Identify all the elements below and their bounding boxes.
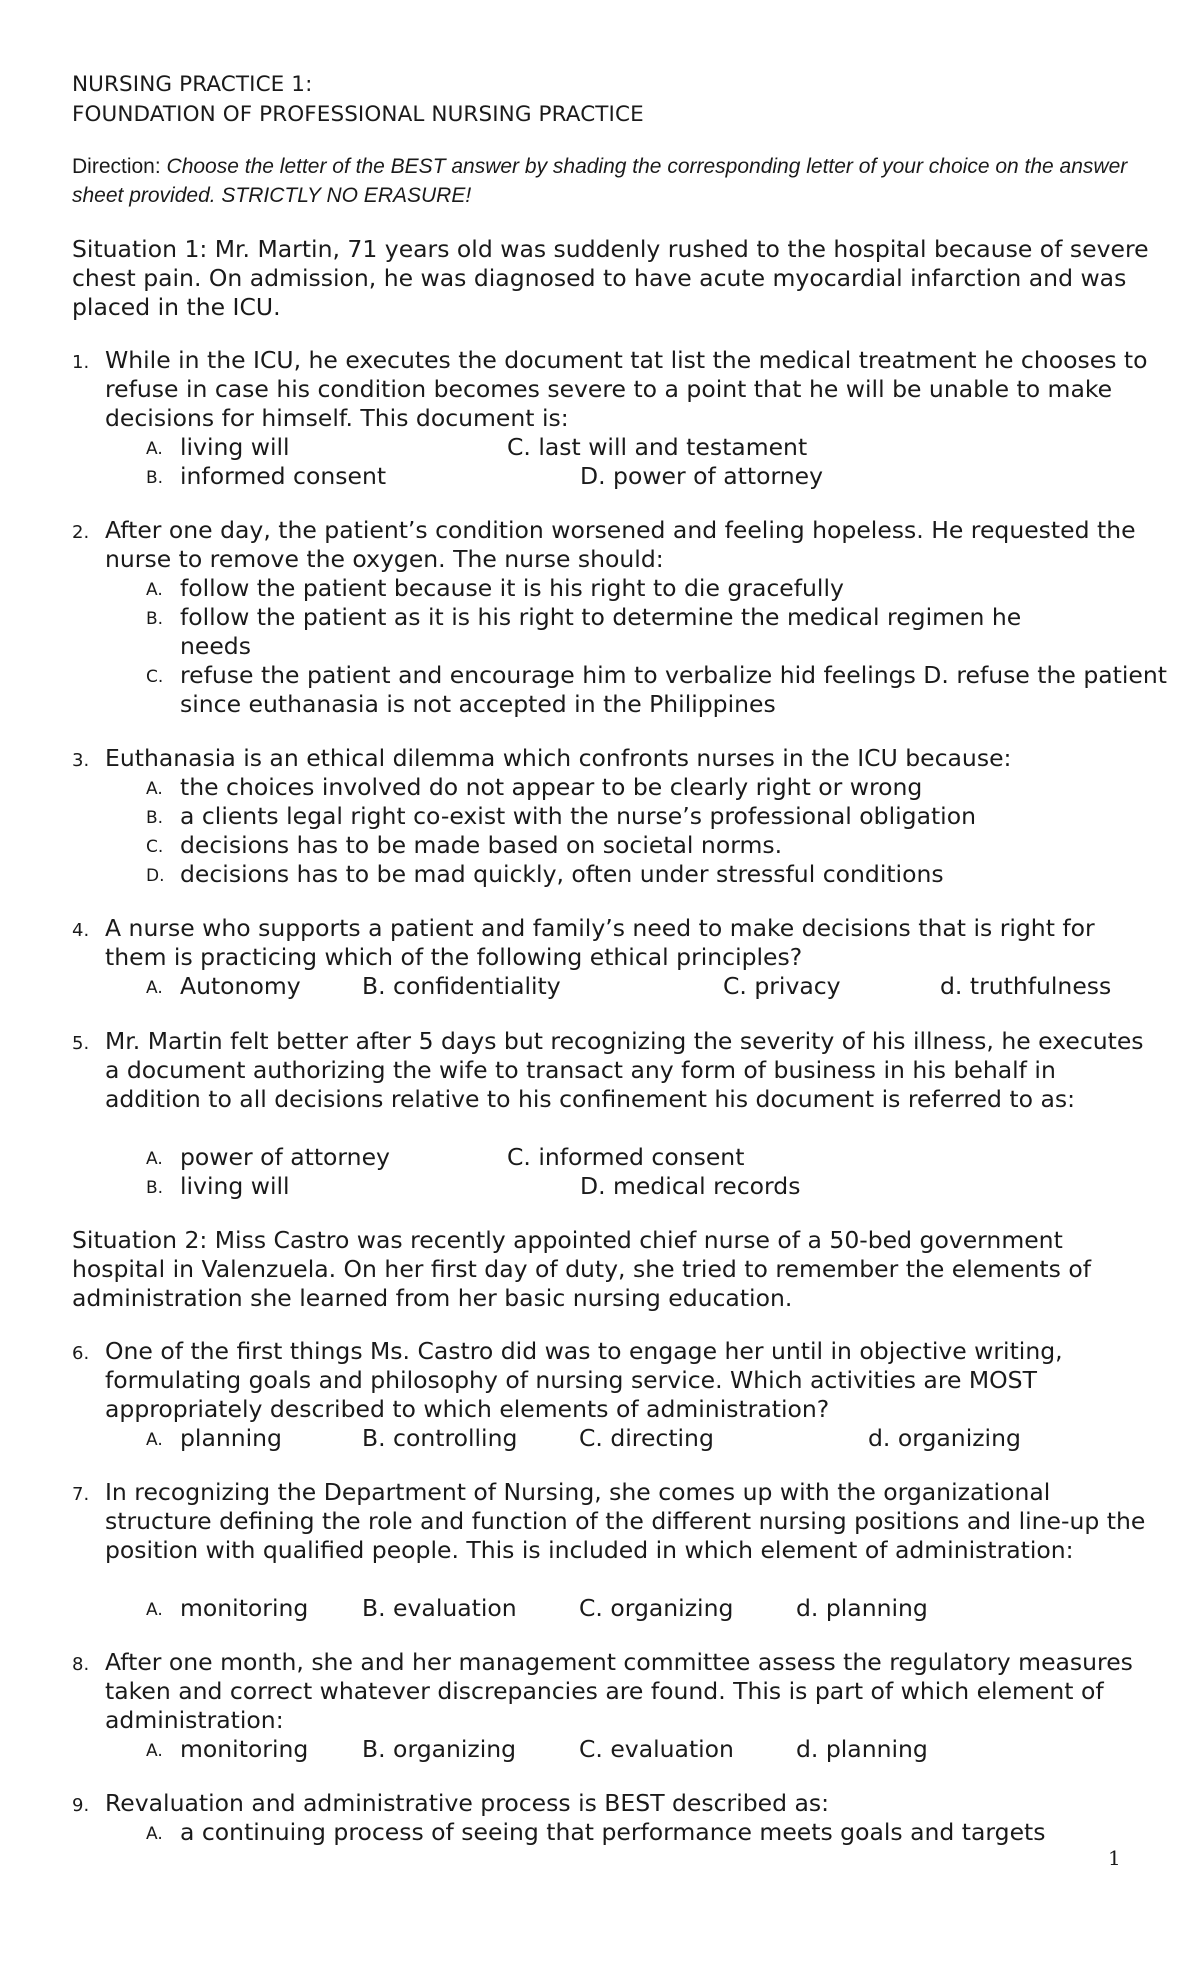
question-number: 4. (72, 920, 90, 941)
option-letter: D. (146, 866, 165, 886)
question-number: 8. (72, 1654, 90, 1675)
option-c: C. directing (579, 1424, 714, 1452)
exam-title-line2: FOUNDATION OF PROFESSIONAL NURSING PRACTICE (72, 102, 644, 127)
option-c: C. organizing (579, 1594, 734, 1622)
question-number: 9. (72, 1795, 90, 1816)
option-text: power of attorney (180, 1143, 390, 1171)
option-letter: A. (146, 1741, 163, 1761)
question-text: One of the first things Ms. Castro did was to engage her until in objective writing, formulating goals and philosophy of nursing service. Which activities are MOST appropriately described to which elements of administration? (105, 1337, 1063, 1423)
option-text: the choices involved do not appear to be clearly right or wrong (180, 773, 923, 801)
option-text: a clients legal right co-exist with the nurse’s professional obligation (180, 802, 976, 830)
question-text: Mr. Martin felt better after 5 days but recognizing the severity of his illness, he executes a document authorizing the wife to transact any form of business in his behalf in addition to all decisions relative to his confinement his document is referred to as: (105, 1027, 1144, 1113)
question-text: Revaluation and administrative process is BEST described as: (105, 1789, 830, 1817)
question-text: After one day, the patient’s condition worsened and feeling hopeless. He requested the nurse to remove the oxygen. The nurse should: (105, 516, 1136, 573)
option-letter: A. (146, 1824, 163, 1844)
question-text: In recognizing the Department of Nursing, she comes up with the organizational structure defining the role and function of the different nursing positions and line-up the position with qualified people. This is included in which element of administration: (105, 1478, 1146, 1564)
option-letter: A. (146, 1600, 163, 1620)
option-b: B. controlling (362, 1424, 518, 1452)
direction-block (72, 152, 1142, 210)
option-text: decisions has to be mad quickly, often under stressful conditions (180, 860, 944, 888)
exam-title-line1: NURSING PRACTICE 1: (72, 72, 313, 97)
option-text: monitoring (180, 1594, 309, 1622)
option-d: D. medical records (580, 1172, 801, 1200)
option-letter: A. (146, 580, 163, 600)
option-text: informed consent (180, 462, 387, 490)
option-letter: B. (146, 468, 164, 488)
question-number: 3. (72, 750, 90, 771)
option-letter: C. (146, 667, 164, 687)
option-text: living will (180, 433, 290, 461)
question-number: 5. (72, 1033, 90, 1054)
option-letter: B. (146, 808, 164, 828)
direction-text: Choose the letter of the BEST answer by shading the corresponding letter of your choice on the answer sheet provided. STRICTLY NO ERASURE! (72, 155, 1128, 207)
option-text: planning (180, 1424, 282, 1452)
option-letter: C. (146, 837, 164, 857)
option-letter: A. (146, 439, 163, 459)
option-d: d. planning (796, 1594, 928, 1622)
option-letter: B. (146, 609, 164, 629)
situation-2: Situation 2: Miss Castro was recently appointed chief nurse of a 50-bed government hospital in Valenzuela. On her first day of duty, she tried to remember the elements of administration she learned from her basic nursing education. (72, 1226, 1092, 1312)
question-number: 7. (72, 1484, 90, 1505)
option-d: d. truthfulness (940, 972, 1112, 1000)
situation-1: Situation 1: Mr. Martin, 71 years old was suddenly rushed to the hospital because of severe chest pain. On admission, he was diagnosed to have acute myocardial infarction and was placed in the ICU. (72, 235, 1149, 321)
question-number: 2. (72, 522, 90, 543)
option-d: D. power of attorney (580, 462, 823, 490)
option-text: Autonomy (180, 972, 301, 1000)
question-number: 1. (72, 352, 90, 373)
option-letter: A. (146, 978, 163, 998)
option-letter: A. (146, 779, 163, 799)
option-b: B. evaluation (362, 1594, 517, 1622)
option-letter: B. (146, 1178, 164, 1198)
option-d: d. organizing (868, 1424, 1021, 1452)
option-c: C. privacy (723, 972, 841, 1000)
direction-label: Direction: (72, 155, 167, 178)
option-text: a continuing process of seeing that performance meets goals and targets (180, 1818, 1046, 1846)
question-text: After one month, she and her management committee assess the regulatory measures taken and correct whatever discrepancies are found. This is part of which element of administration: (105, 1648, 1133, 1734)
option-text: monitoring (180, 1735, 309, 1763)
question-number: 6. (72, 1343, 90, 1364)
option-text: living will (180, 1172, 290, 1200)
option-text: follow the patient as it is his right to determine the medical regimen he needs (180, 603, 1022, 660)
option-text: follow the patient because it is his right to die gracefully (180, 574, 844, 602)
option-c: C. informed consent (507, 1143, 745, 1171)
option-b: B. confidentiality (362, 972, 561, 1000)
option-c: C. evaluation (579, 1735, 734, 1763)
option-text: refuse the patient and encourage him to verbalize hid feelings D. refuse the patient since euthanasia is not accepted in the Philippines (180, 661, 1167, 718)
option-letter: A. (146, 1149, 163, 1169)
question-text: Euthanasia is an ethical dilemma which confronts nurses in the ICU because: (105, 744, 1012, 772)
question-text: A nurse who supports a patient and family’s need to make decisions that is right for them is practicing which of the following ethical principles? (105, 914, 1095, 971)
option-b: B. organizing (362, 1735, 517, 1763)
option-d: d. planning (796, 1735, 928, 1763)
page-number: 1 (1108, 1846, 1121, 1870)
option-text: decisions has to be made based on societal norms. (180, 831, 783, 859)
option-letter: A. (146, 1430, 163, 1450)
question-text: While in the ICU, he executes the document tat list the medical treatment he chooses to refuse in case his condition becomes severe to a point that he will be unable to make decisions for himself. This document is: (105, 346, 1148, 432)
option-c: C. last will and testament (507, 433, 808, 461)
